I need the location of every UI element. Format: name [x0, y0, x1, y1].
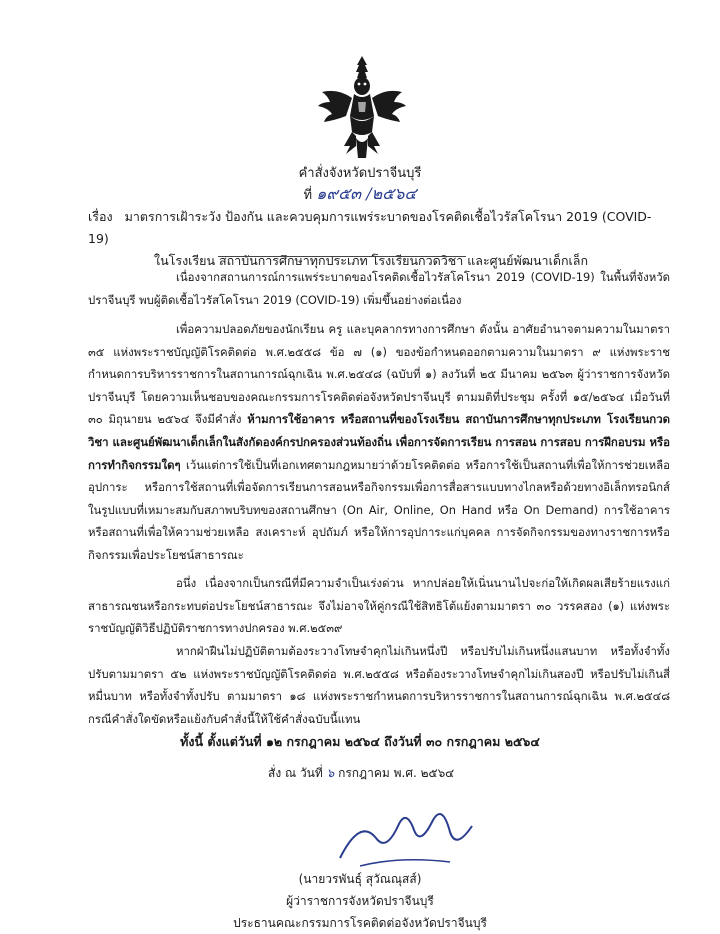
- subject-label: เรื่อง: [88, 209, 113, 224]
- signatory-position-1: ผู้ว่าราชการจังหวัดปราจีนบุรี: [286, 894, 434, 908]
- divider: [218, 256, 466, 257]
- handwritten-signature: [330, 800, 480, 880]
- paragraph-penalty: [88, 640, 670, 730]
- paragraph-2-prohibition: ห้ามการใช้อาคาร หรือสถานที่ของโรงเรียน สถาบันการศึกษาทุกประเภท โรงเรียนกวดวิชา และศูนย์พัฒนาเด็กเล็กในสังกัดองค์กรปกครองส่วนท้องถิ่น เพื่อการจัดการเรียน การสอน การสอบ การฝึกอบรม หรือการทำกิจกรรมใดๆ: [88, 412, 670, 472]
- order-title: คำสั่งจังหวัดปราจีนบุรี: [298, 166, 422, 181]
- order-number: [0, 182, 720, 207]
- paragraph-2-text-a: เพื่อความปลอดภัยของนักเรียน ครู และบุคลากรทางการศึกษา ดังนั้น อาศัยอำนาจตามความในมาตรา ๓๕ แห่งพระราชบัญญัติโรคติดต่อ พ.ศ.๒๕๕๘ ข้อ ๗ (๑) ของข้อกำหนดออกตามความในมาตรา ๙ แห่งพระราชกำหนดการบริหารราชการในสถานการณ์ฉุกเฉิน พ.ศ.๒๕๔๘ (ฉบับที่ ๑) ลงวันที่ ๒๕ มีนาคม ๒๕๖๓ ผู้ว่าราชการจังหวัดปราจีนบุรี โดยความเห็นชอบของคณะกรรมการโรคติดต่อจังหวัดปราจีนบุรี ตามมติที่ประชุม ครั้งที่ ๑๕/๒๕๖๔ เมื่อวันที่ ๓๐ มิถุนายน ๒๕๖๔ จึงมีคำสั่ง: [88, 322, 670, 427]
- effective-period: ทั้งนี้ ตั้งแต่วันที่ ๑๒ กรกฎาคม ๒๕๖๔ ถึงวันที่ ๓๐ กรกฎาคม ๒๕๖๔: [180, 734, 540, 749]
- subject-block: [88, 206, 668, 272]
- given-date-rest: กรกฎาคม พ.ศ. ๒๕๖๔: [338, 766, 455, 780]
- given-date-prefix: สั่ง ณ วันที่: [268, 766, 323, 780]
- signatory-name: (นายวรพันธุ์ สุวัณณุสส์): [298, 872, 422, 886]
- signatory-position-2: ประธานคณะกรรมการโรคติดต่อจังหวัดปราจีนบุรี: [233, 916, 487, 930]
- paragraph-3-text: อนึ่ง เนื่องจากเป็นกรณีที่มีความจำเป็นเร่งด่วน หากปล่อยให้เนิ่นนานไปจะก่อให้เกิดผลเสียร้ายแรงแก่สาธารณชนหรือกระทบต่อประโยชน์สาธารณะ จึงไม่อาจให้คู่กรณีใช้สิทธิโต้แย้งตามมาตรา ๓๐ วรรคสอง (๑) แห่งพระราชบัญญัติวิธีปฏิบัติราชการทางปกครอง พ.ศ.๒๕๓๙: [88, 576, 670, 636]
- given-date: [268, 764, 454, 783]
- paragraph-urgency: [88, 572, 670, 640]
- subject-line-1: มาตรการเฝ้าระวัง ป้องกัน และควบคุมการแพร่ระบาดของโรคติดเชื้อไวรัสโคโรนา 2019 (COVID-19): [88, 209, 652, 246]
- paragraph-background: [88, 266, 670, 311]
- given-date-day: ๖: [326, 766, 335, 780]
- order-number-prefix: ที่: [303, 188, 313, 203]
- garuda-emblem-icon: [316, 52, 408, 164]
- order-number-value: ๑๙๕๓ /๒๕๖๔: [316, 184, 417, 203]
- paragraph-4-text: หากฝ่าฝืนไม่ปฏิบัติตามต้องระวางโทษจำคุกไม่เกินหนึ่งปี หรือปรับไม่เกินหนึ่งแสนบาท หรือทั้งจำทั้งปรับตามมาตรา ๕๒ แห่งพระราชบัญญัติโรคติดต่อ พ.ศ.๒๕๕๘ หรือต้องระวางโทษจำคุกไม่เกินสองปี หรือปรับไม่เกินสี่หมื่นบาท หรือทั้งจำทั้งปรับ ตามมาตรา ๑๘ แห่งพระราชกำหนดการบริหารราชการในสถานการณ์ฉุกเฉิน พ.ศ.๒๕๔๘ กรณีคำสั่งใดขัดหรือแย้งกับคำสั่งนี้ให้ใช้คำสั่งฉบับนี้แทน: [88, 644, 670, 726]
- subject-line-2: ในโรงเรียน สถาบันการศึกษาทุกประเภท โรงเรียนกวดวิชา และศูนย์พัฒนาเด็กเล็ก: [154, 253, 589, 268]
- paragraph-1-text: เนื่องจากสถานการณ์การแพร่ระบาดของโรคติดเชื้อไวรัสโคโรนา 2019 (COVID-19) ในพื้นที่จังหวัดปราจีนบุรี พบผู้ติดเชื้อไวรัสโคโรนา 2019 (COVID-19) เพิ่มขึ้นอย่างต่อเนื่อง: [88, 270, 670, 307]
- paragraph-order: [88, 318, 670, 567]
- paragraph-2-text-b: เว้นแต่การใช้เป็นที่เอกเทศตามกฎหมายว่าด้วยโรคติดต่อ หรือการใช้เป็นสถานที่เพื่อให้การช่วยเหลืออุปการะ หรือการใช้สถานที่เพื่อจัดการเรียนการสอนหรือกิจกรรมเพื่อการสื่อสารแบบทางไกลหรือด้วยทางอิเล็กทรอนิกส์ ในรูปแบบที่เหมาะสมกับสภาพบริบทของสถานศึกษา (On Air, Online, On Hand หรือ On Demand) การใช้อาคาร หรือสถานที่เพื่อให้ความช่วยเหลือ สงเคราะห์ อุปถัมภ์ หรือให้การอุปการะแก่บุคคล การจัดกิจกรรมของทางราชการหรือกิจกรรมเพื่อประโยชน์สาธารณะ: [88, 457, 670, 562]
